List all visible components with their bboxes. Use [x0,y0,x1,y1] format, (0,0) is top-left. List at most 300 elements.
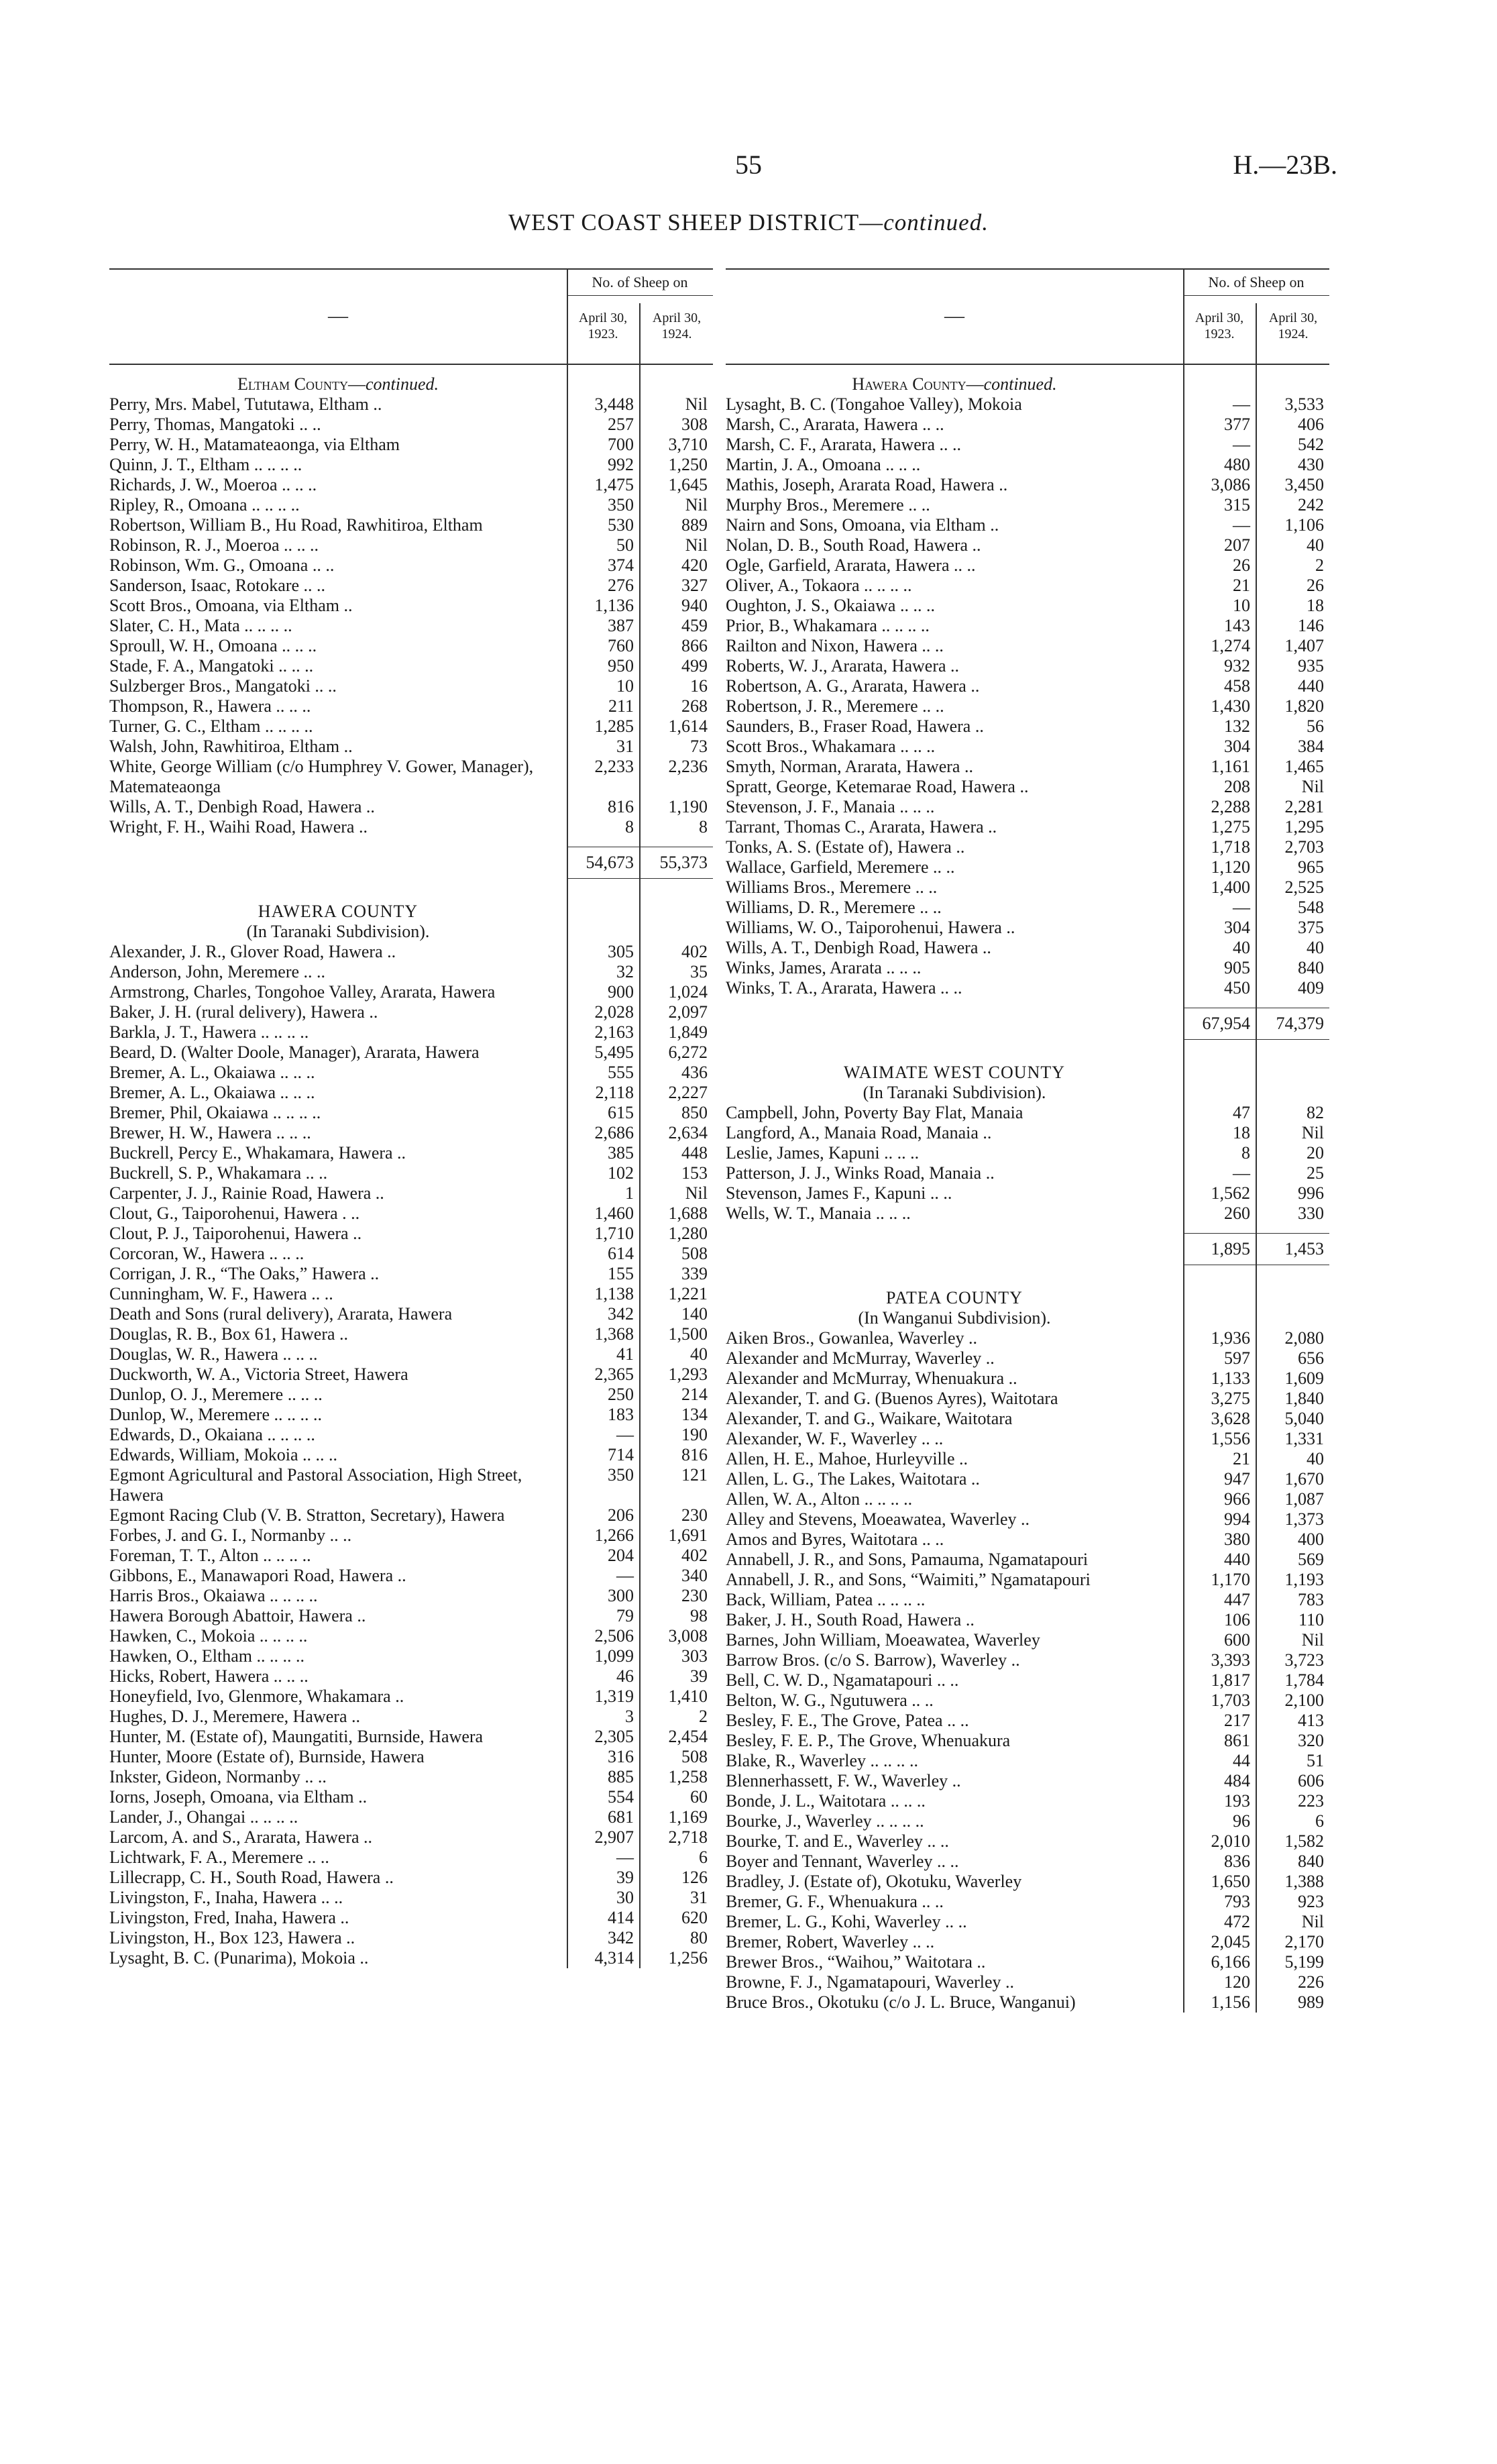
entry-name: Boyer and Tennant, Waverley .. .. [726,1852,959,1871]
table-row [726,958,1329,978]
entry-name: Williams, D. R., Meremere .. .. [726,898,942,917]
entry-name: Anderson, John, Meremere .. .. [109,962,326,981]
sheep-1923: 1,319 [594,1686,634,1706]
sheep-1924: 1,645 [668,475,708,494]
sheep-1924: 2,718 [668,1827,708,1847]
sheep-1923: 44 [1233,1751,1250,1770]
table-row [109,1183,713,1203]
entry-name: Bourke, J., Waverley .. .. .. .. [726,1811,924,1831]
entry-name: Hawken, C., Mokoia .. .. .. .. [109,1626,308,1646]
sheep-1923: 1,368 [594,1324,634,1344]
sheep-1924: 1,193 [1284,1570,1324,1589]
table-row [726,1610,1329,1630]
sheep-1923: 315 [1224,495,1250,515]
table-row [109,942,713,962]
sheep-1923: 8 [625,817,634,837]
sheep-1924: 1,609 [1284,1369,1324,1388]
sheep-1924: 1,106 [1284,515,1324,535]
sheep-1923: 947 [1224,1469,1250,1489]
sheep-1924: 935 [1298,656,1324,676]
table-row [726,696,1329,716]
sheep-1924: 6,272 [668,1042,708,1062]
table-row [109,1928,713,1948]
table-row [109,1385,713,1405]
sheep-1924: 5,040 [1284,1409,1324,1428]
table-row [109,415,713,435]
sheep-1924: 1,784 [1284,1670,1324,1690]
sheep-1923: 597 [1224,1348,1250,1368]
section-heading [109,374,567,394]
sheep-1924: 25 [1307,1163,1324,1183]
patea-rows [726,1328,1329,2013]
sheep-1923: 300 [608,1586,634,1605]
entry-name: Blennerhassett, F. W., Waverley .. [726,1771,961,1790]
sheep-1923: 387 [608,616,634,635]
entry-name: Marsh, C., Ararata, Hawera .. .. [726,415,944,434]
table-row [109,676,713,696]
table-row [726,1630,1329,1650]
entry-name: Buckrell, Percy E., Whakamara, Hawera .. [109,1143,406,1163]
entry-name: Gibbons, E., Manawapori Road, Hawera .. [109,1566,406,1585]
sheep-1923: 155 [608,1264,634,1283]
sheep-1924: 340 [681,1566,708,1585]
sheep-1924: 3,450 [1284,475,1324,494]
sheep-1924: Nil [1301,1630,1324,1650]
sheep-1923: 217 [1224,1711,1250,1730]
table-row [726,415,1329,435]
sheep-1924: 1,582 [1284,1831,1324,1851]
hawera-cont-rows [726,394,1329,998]
sheep-1924: 20 [1307,1143,1324,1163]
sheep-1924: 508 [681,1747,708,1766]
entry-name: Stevenson, J. F., Manaia .. .. .. [726,797,935,816]
hawera-cont-heading-suffix: continued. [983,374,1057,394]
sheep-1924: 230 [681,1505,708,1525]
sheep-1923: 47 [1233,1103,1250,1122]
table-row [109,1284,713,1304]
sheep-1924: 569 [1298,1550,1324,1569]
entry-name: Nairn and Sons, Omoana, via Eltham .. [726,515,999,535]
table-row [109,1727,713,1747]
sheep-1923: 18 [1233,1123,1250,1142]
entry-name: Prior, B., Whakamara .. .. .. .. [726,616,930,635]
table-row [726,837,1329,857]
sheep-1923: 374 [608,555,634,575]
table-row [726,1469,1329,1489]
table-row [726,1670,1329,1691]
table-row [726,737,1329,757]
entry-name: Douglas, R. B., Box 61, Hawera .. [109,1324,349,1344]
sheep-1924: 2,080 [1284,1328,1324,1348]
sheep-1923: 250 [608,1385,634,1404]
table-row [109,1445,713,1465]
sheep-1923: 40 [1233,938,1250,957]
sheep-1924: 866 [681,636,708,655]
table-row [109,1707,713,1727]
total-1923: 54,673 [567,847,639,879]
sheep-1924: 327 [681,576,708,595]
entry-name: Leslie, James, Kapuni .. .. .. [726,1143,920,1163]
entry-name: Edwards, William, Mokoia .. .. .. [109,1445,338,1464]
sheep-1923: 5,495 [594,1042,634,1062]
entry-name: Belton, W. G., Ngutuwera .. .. [726,1691,934,1710]
sheep-1923: 208 [1224,777,1250,796]
sheep-1923: 992 [608,455,634,474]
sheep-1923: 1,817 [1211,1670,1250,1690]
table-row [726,394,1329,415]
document-reference: H.—23B. [1233,150,1337,180]
sheep-1924: 56 [1307,716,1324,736]
entry-name: Egmont Racing Club (V. B. Stratton, Secretary), Hawera [109,1505,505,1525]
entry-name: Tarrant, Thomas C., Ararata, Hawera .. [726,817,997,837]
sheep-1924: 413 [1298,1711,1324,1730]
entry-name: Hunter, M. (Estate of), Maungatiti, Burnside, Hawera [109,1727,484,1746]
sheep-1923: 1,562 [1211,1183,1250,1203]
sheep-1924: 2,100 [1284,1691,1324,1710]
entry-name: Dunlop, O. J., Meremere .. .. .. [109,1385,323,1404]
entry-name: Alley and Stevens, Moeawatea, Waverley .. [726,1509,1030,1529]
entry-name: Hunter, Moore (Estate of), Burnside, Hawera [109,1747,425,1766]
sheep-1923: 1,710 [594,1224,634,1243]
entry-name: Robertson, J. R., Meremere .. .. [726,696,944,716]
sheep-1924: Nil [1301,777,1324,796]
sheep-1923: 193 [1224,1791,1250,1811]
sheep-1923: 3,393 [1211,1650,1250,1670]
sheep-1924: 436 [681,1063,708,1082]
sheep-1924: 406 [1298,415,1324,434]
table-row [109,596,713,616]
table-row [109,817,713,837]
sheep-1923: 1,274 [1211,636,1250,655]
table-row [109,1103,713,1123]
sheep-1924: 214 [681,1385,708,1404]
sheep-1924: 402 [681,942,708,961]
waimate-rows [726,1103,1329,1224]
sheep-1924: 230 [681,1586,708,1605]
sheep-1923: 440 [1224,1550,1250,1569]
entry-name: Ogle, Garfield, Ararata, Hawera .. .. [726,555,976,575]
table-row [109,962,713,982]
sheep-1923: 1 [625,1183,634,1203]
entry-name: Smyth, Norman, Ararata, Hawera .. [726,757,973,776]
hawera-county-subheading: (In Taranaki Subdivision). [246,922,430,941]
sheep-1924: 1,331 [1284,1429,1324,1448]
sheep-1923: 861 [1224,1731,1250,1750]
table-row [109,636,713,656]
entry-name: Allen, H. E., Mahoe, Hurleyville .. [726,1449,968,1468]
sheep-1923: 600 [1224,1630,1250,1650]
table-row [726,978,1329,998]
sheep-1924: 1,688 [668,1203,708,1223]
table-row [109,1002,713,1022]
table-row [109,1606,713,1626]
sheep-1924: 1,500 [668,1324,708,1344]
sheep-1924: 1,024 [668,982,708,1002]
sheep-1923: 1,120 [1211,857,1250,877]
sheep-1923: 885 [608,1767,634,1786]
table-row [109,515,713,535]
table-row [109,1626,713,1646]
table-row [109,1304,713,1324]
waimate-total-row [726,1233,1329,1265]
table-row [726,1183,1329,1203]
sheep-1923: 1,556 [1211,1429,1250,1448]
table-row [726,555,1329,576]
table-row [109,616,713,636]
sheep-1923: 1,266 [594,1525,634,1545]
sheep-1923: 905 [1224,958,1250,977]
entry-name: Scott Bros., Whakamara .. .. .. [726,737,936,756]
table-row [726,1791,1329,1811]
sheep-1923: 2,045 [1211,1932,1250,1951]
sheep-1924: 1,280 [668,1224,708,1243]
table-row [726,898,1329,918]
entry-name: Inkster, Gideon, Normanby .. .. [109,1767,327,1786]
entry-name: Barkla, J. T., Hawera .. .. .. .. [109,1022,309,1042]
sheep-1924: 110 [1298,1610,1324,1629]
table-row [726,535,1329,555]
entry-name: Alexander, T. and G. (Buenos Ayres), Waitotara [726,1389,1058,1408]
table-row [726,757,1329,777]
table-row [726,1123,1329,1143]
table-row [109,1163,713,1183]
sheep-1923: 3,628 [1211,1409,1250,1428]
table-row [109,475,713,495]
sheep-1924: 2,097 [668,1002,708,1022]
sheep-1923: 414 [608,1908,634,1927]
entry-name: Annabell, J. R., and Sons, Pamauma, Ngamatapouri [726,1550,1089,1569]
sheep-1924: Nil [685,495,708,515]
table-row [726,1811,1329,1831]
sheep-1924: 40 [690,1344,708,1364]
table-row [109,1686,713,1707]
sheep-1924: 268 [681,696,708,716]
sheep-1923: 2,305 [594,1727,634,1746]
entry-name: Brewer Bros., “Waihou,” Waitotara .. [726,1952,986,1972]
sheep-1924: 499 [681,656,708,676]
sheep-1923: — [1233,394,1250,414]
entry-name: Stevenson, James F., Kapuni .. .. [726,1183,952,1203]
hawera-rows [109,942,713,1968]
entry-name: Alexander and McMurray, Whenuakura .. [726,1369,1017,1388]
entry-name: Besley, F. E., The Grove, Patea .. .. [726,1711,969,1730]
entry-name: Sproull, W. H., Omoana .. .. .. [109,636,317,655]
sheep-1923: 350 [608,1465,634,1485]
sheep-1924: 31 [690,1888,708,1907]
sheep-1924: 1,614 [668,716,708,736]
entry-name: Bourke, T. and E., Waverley .. .. [726,1831,949,1851]
sheep-1923: 96 [1233,1811,1250,1831]
sheep-1923: — [616,1847,634,1867]
table-row [726,1429,1329,1449]
sheep-1923: 3 [625,1707,634,1726]
sheep-1923: 350 [608,495,634,515]
table-row [726,1409,1329,1429]
entry-name: Hicks, Robert, Hawera .. .. .. [109,1666,309,1686]
sheep-1924: 1,293 [668,1364,708,1384]
sheep-1924: 16 [690,676,708,696]
entry-name: Walsh, John, Rawhitiroa, Eltham .. [109,737,353,756]
sheep-1924: 121 [681,1465,708,1485]
table-row [109,394,713,415]
table-row [109,435,713,455]
sheep-1923: 1,430 [1211,696,1250,716]
sheep-1924: 5,199 [1284,1952,1324,1972]
sheep-1923: 1,475 [594,475,634,494]
sheep-1924: 375 [1298,918,1324,937]
table-row [726,515,1329,535]
sheep-1924: 2,634 [668,1123,708,1142]
sheep-1924: 1,373 [1284,1509,1324,1529]
sheep-1923: — [1233,435,1250,454]
sheep-1924: 923 [1298,1892,1324,1911]
sheep-1923: 276 [608,576,634,595]
table-row [109,1143,713,1163]
table-row [109,1908,713,1928]
table-header [109,268,713,365]
table-row [109,1948,713,1968]
entry-name: Bremer, G. F., Whenuakura .. .. [726,1892,944,1911]
right-column [726,268,1329,2314]
sheep-1924: 330 [1298,1203,1324,1223]
sheep-1924: Nil [685,535,708,555]
entry-name: Baker, J. H., South Road, Hawera .. [726,1610,975,1629]
entry-name: Sanderson, Isaac, Rotokare .. .. [109,576,326,595]
table-row [726,475,1329,495]
entry-name: Railton and Nixon, Hawera .. .. [726,636,944,655]
entry-name: Murphy Bros., Meremere .. .. [726,495,930,515]
sheep-1923: 1,099 [594,1646,634,1666]
sheep-1923: 681 [608,1807,634,1827]
table-row [109,656,713,676]
table-row [109,1264,713,1284]
sheep-1923: 994 [1224,1509,1250,1529]
table-row [109,1646,713,1666]
sheep-1924: 1,258 [668,1767,708,1786]
table-row [109,716,713,737]
entry-name: Lander, J., Ohangai .. .. .. .. [109,1807,298,1827]
sheep-1923: 700 [608,435,634,454]
sheep-1923: 132 [1224,716,1250,736]
entry-name: Honeyfield, Ivo, Glenmore, Whakamara .. [109,1686,404,1706]
hawera-total-row [726,1008,1329,1040]
sheep-1923: 143 [1224,616,1250,635]
sheep-1923: — [616,1566,634,1585]
sheep-1924: 60 [690,1787,708,1807]
table-row [726,1852,1329,1872]
sheep-1924: 1,190 [668,797,708,816]
table-row [726,1650,1329,1670]
sheep-1923: 614 [608,1244,634,1263]
sheep-1924: 840 [1298,1852,1324,1871]
entry-name: Barrow Bros. (c/o S. Barrow), Waverley .. [726,1650,1020,1670]
table-row [109,797,713,817]
sheep-1924: 320 [1298,1731,1324,1750]
table-row [726,1348,1329,1369]
sheep-1923: — [1233,898,1250,917]
table-row [109,982,713,1002]
sheep-1924: 448 [681,1143,708,1163]
sheep-1923: 10 [616,676,634,696]
entry-name: Sulzberger Bros., Mangatoki .. .. [109,676,337,696]
entry-name: Browne, F. J., Ngamatapouri, Waverley .. [726,1972,1015,1992]
sheep-1923: 1,650 [1211,1872,1250,1891]
sheep-1923: 39 [616,1868,634,1887]
table-row [109,555,713,576]
sheep-1923: 1,133 [1211,1369,1250,1388]
sheep-1923: 1,170 [1211,1570,1250,1589]
sheep-1924: 2,525 [1284,877,1324,897]
entry-name: Langford, A., Manaia Road, Manaia .. [726,1123,992,1142]
table-row [109,1123,713,1143]
sheep-1923: — [1233,1163,1250,1183]
entry-name: Bonde, J. L., Waitotara .. .. .. [726,1791,926,1811]
sheep-1924: 1,388 [1284,1872,1324,1891]
sheep-1924: 226 [1298,1972,1324,1992]
entry-name: Cunningham, W. F., Hawera .. .. [109,1284,333,1303]
sheep-1923: 257 [608,415,634,434]
table-row [109,1546,713,1566]
sheep-1923: 472 [1224,1912,1250,1931]
entry-name: Wright, F. H., Waihi Road, Hawera .. [109,817,368,837]
table-row [109,1405,713,1425]
right-table-body [726,365,1329,2013]
entry-name: Wallace, Garfield, Meremere .. .. [726,857,955,877]
entry-name: Slater, C. H., Mata .. .. .. .. [109,616,292,635]
waimate-county-subheading: (In Taranaki Subdivision). [863,1083,1046,1102]
sheep-1923: 2,365 [594,1364,634,1384]
header-col-1924: April 30, 1924. [652,311,702,341]
sheep-1923: 2,118 [595,1083,634,1102]
sheep-1923: 10 [1233,596,1250,615]
sheep-1924: 2 [1315,555,1324,575]
table-row [109,1203,713,1224]
sheep-1924: 1,407 [1284,636,1324,655]
table-row [109,455,713,475]
entry-name: Edwards, D., Okaiana .. .. .. .. [109,1425,315,1444]
sheep-1924: 98 [690,1606,708,1625]
entry-name: Robinson, Wm. G., Omoana .. .. [109,555,335,575]
table-row [726,877,1329,898]
sheep-1924: 2,227 [668,1083,708,1102]
sheep-1923: 304 [1224,737,1250,756]
table-row [726,495,1329,515]
entry-name: Nolan, D. B., South Road, Hawera .. [726,535,981,555]
sheep-1924: 548 [1298,898,1324,917]
sheep-1924: 82 [1307,1103,1324,1122]
sheep-1924: 850 [681,1103,708,1122]
entry-name: Besley, F. E. P., The Grove, Whenuakura [726,1731,1011,1750]
table-row [726,938,1329,958]
sheep-1924: 18 [1307,596,1324,615]
sheep-1924: 656 [1298,1348,1324,1368]
table-row [726,1992,1329,2013]
table-row [109,757,713,797]
table-row [109,1042,713,1063]
hawera-cont-heading: Hawera County— [852,374,984,394]
entry-name: Wells, W. T., Manaia .. .. .. [726,1203,911,1223]
entry-name: Roberts, W. J., Ararata, Hawera .. [726,656,960,676]
sheep-1923: 1,718 [1211,837,1250,857]
table-row [109,495,713,515]
sheep-1923: 932 [1224,656,1250,676]
entry-name: Amos and Byres, Waitotara .. .. [726,1530,944,1549]
entry-name: Corrigan, J. R., “The Oaks,” Hawera .. [109,1264,380,1283]
entry-name: Larcom, A. and S., Ararata, Hawera .. [109,1827,373,1847]
table-row [726,1932,1329,1952]
table-row [109,535,713,555]
total-1924: 55,373 [639,847,713,879]
